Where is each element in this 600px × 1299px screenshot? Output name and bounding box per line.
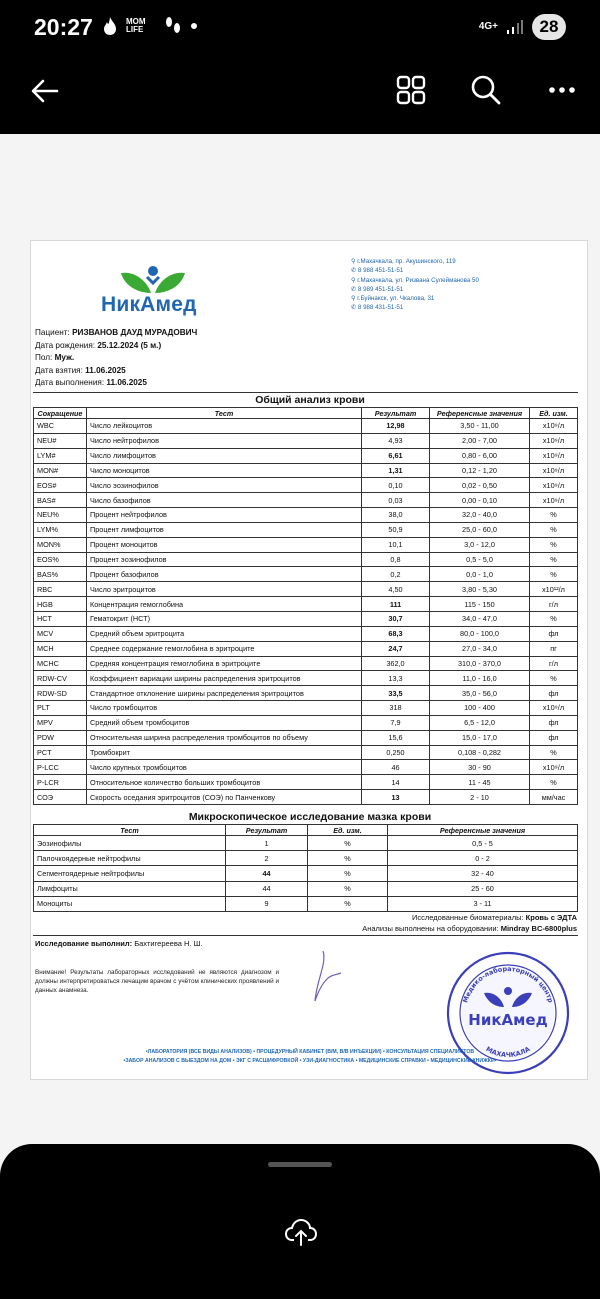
cbc-unit: г/л <box>530 597 578 612</box>
micro-unit: % <box>308 881 388 896</box>
cbc-header-row <box>34 408 578 419</box>
contact-address-1: ⚲ г.Махачкала, пр. Акушинского, 119 <box>351 258 456 265</box>
micro-col-test: Тест <box>34 825 226 836</box>
cbc-unit: % <box>530 522 578 537</box>
micro-unit: % <box>308 866 388 881</box>
micro-test: Эозинофилы <box>34 836 226 851</box>
cbc-test: Процент нейтрофилов <box>87 508 362 523</box>
cbc-unit: г/л <box>530 656 578 671</box>
cbc-test: Стандартное отклонение ширины распределения эритроцитов <box>87 686 362 701</box>
col-reference: Референсные значения <box>430 408 530 419</box>
cbc-abbr: BAS% <box>34 567 87 582</box>
cbc-reference: 11 - 45 <box>430 775 530 790</box>
contacts-block <box>351 257 479 313</box>
status-right <box>479 14 566 40</box>
micro-test: Моноциты <box>34 896 226 911</box>
cbc-row <box>34 448 578 463</box>
cbc-result: 4,50 <box>362 582 430 597</box>
cbc-abbr: NEU# <box>34 433 87 448</box>
cbc-result: 10,1 <box>362 537 430 552</box>
cbc-test: Концентрация гемоглобина <box>87 597 362 612</box>
cbc-row <box>34 433 578 448</box>
cbc-abbr: NEU% <box>34 508 87 523</box>
cbc-row <box>34 552 578 567</box>
micro-result: 44 <box>226 866 308 881</box>
search-icon[interactable] <box>470 74 502 106</box>
cbc-test: Скорость оседания эритроцитов (СОЭ) по Панченкову <box>87 790 362 805</box>
cbc-test: Число тромбоцитов <box>87 701 362 716</box>
cbc-row <box>34 775 578 790</box>
micro-row <box>34 866 578 881</box>
stamp-ring-top: Медико-лабораторный центр <box>461 964 555 1004</box>
cbc-unit: % <box>530 611 578 626</box>
micro-row <box>34 836 578 851</box>
document-viewer[interactable] <box>0 134 600 1144</box>
micro-col-reference: Референсные значения <box>388 825 578 836</box>
patient-done-line: Дата выполнения: 11.06.2025 <box>35 378 147 387</box>
micro-table <box>33 824 578 912</box>
cbc-test: Процент моноцитов <box>87 537 362 552</box>
cbc-result: 50,9 <box>362 522 430 537</box>
stamp-ring-bottom: МАХАЧКАЛА <box>484 1045 532 1060</box>
col-test: Тест <box>87 408 362 419</box>
cbc-row <box>34 537 578 552</box>
micro-test: Палочкоядерные нейтрофилы <box>34 851 226 866</box>
cbc-row <box>34 701 578 716</box>
cbc-reference: 32,0 - 40,0 <box>430 508 530 523</box>
cbc-row <box>34 715 578 730</box>
cbc-reference: 30 - 90 <box>430 760 530 775</box>
status-bar <box>0 0 600 56</box>
cbc-result: 318 <box>362 701 430 716</box>
cbc-row <box>34 656 578 671</box>
cbc-result: 13 <box>362 790 430 805</box>
cbc-unit: мм/час <box>530 790 578 805</box>
cbc-abbr: LYM% <box>34 522 87 537</box>
cbc-table <box>33 407 578 805</box>
micro-reference: 0 - 2 <box>388 851 578 866</box>
cbc-row <box>34 508 578 523</box>
cbc-row <box>34 671 578 686</box>
cbc-result: 0,250 <box>362 745 430 760</box>
cbc-unit: % <box>530 567 578 582</box>
cbc-row <box>34 597 578 612</box>
cbc-reference: 25,0 - 60,0 <box>430 522 530 537</box>
cbc-abbr: RDW-CV <box>34 671 87 686</box>
cbc-test: Число лимфоцитов <box>87 448 362 463</box>
cbc-unit: % <box>530 775 578 790</box>
cbc-abbr: MPV <box>34 715 87 730</box>
equipment-line: Анализы выполнены на оборудовании: Mindray BC-6800plus <box>362 924 577 933</box>
cbc-result: 30,7 <box>362 611 430 626</box>
cbc-unit: пг <box>530 641 578 656</box>
lab-report-page <box>30 240 588 1080</box>
title-divider <box>33 392 578 393</box>
cbc-abbr: WBC <box>34 419 87 434</box>
cbc-test: Средний объем тромбоцитов <box>87 715 362 730</box>
cbc-reference: 2,00 - 7,00 <box>430 433 530 448</box>
cbc-unit: % <box>530 745 578 760</box>
cbc-unit: x10⁹/л <box>530 419 578 434</box>
cbc-unit: x10⁹/л <box>530 701 578 716</box>
cbc-test: Относительное количество больших тромбоцитов <box>87 775 362 790</box>
cbc-reference: 0,00 - 0,10 <box>430 493 530 508</box>
cbc-abbr: RDW-SD <box>34 686 87 701</box>
cbc-row <box>34 463 578 478</box>
cbc-test: Число базофилов <box>87 493 362 508</box>
cbc-result: 4,93 <box>362 433 430 448</box>
cbc-row <box>34 493 578 508</box>
cbc-test: Средняя концентрация гемоглобина в эритроците <box>87 656 362 671</box>
col-abbr: Сокращение <box>34 408 87 419</box>
cbc-row <box>34 611 578 626</box>
cbc-reference: 100 - 400 <box>430 701 530 716</box>
cbc-abbr: HGB <box>34 597 87 612</box>
cbc-test: Число эритроцитов <box>87 582 362 597</box>
cbc-result: 6,61 <box>362 448 430 463</box>
cbc-result: 362,0 <box>362 656 430 671</box>
cbc-result: 1,31 <box>362 463 430 478</box>
cbc-unit: % <box>530 552 578 567</box>
cbc-row <box>34 567 578 582</box>
stamp-name: НикАмед <box>468 1011 548 1029</box>
sheet-handle[interactable] <box>268 1162 332 1167</box>
cbc-reference: 310,0 - 370,0 <box>430 656 530 671</box>
cbc-reference: 0,02 - 0,50 <box>430 478 530 493</box>
cbc-reference: 3,0 - 12,0 <box>430 537 530 552</box>
cbc-test: Число моноцитов <box>87 463 362 478</box>
cbc-unit: фл <box>530 626 578 641</box>
cbc-reference: 34,0 - 47,0 <box>430 611 530 626</box>
cbc-unit: x10¹²/л <box>530 582 578 597</box>
battery-indicator: 28 <box>532 14 566 40</box>
cbc-abbr: RBC <box>34 582 87 597</box>
more-options-icon[interactable] <box>548 86 576 94</box>
cbc-result: 7,9 <box>362 715 430 730</box>
contact-address-3: ⚲ г.Буйнакск, ул. Чкалова, 31 <box>351 295 435 303</box>
disclaimer: Внимание! Результаты лабораторных исследований не являются диагнозом и должны интерпретироваться лечащим врачом с учётом клинических проявлений и данных анамнеза. <box>35 969 279 994</box>
cbc-row <box>34 760 578 775</box>
micro-title: Микроскопическое исследование мазка крови <box>188 811 432 823</box>
cbc-result: 46 <box>362 760 430 775</box>
cbc-result: 0,03 <box>362 493 430 508</box>
cbc-test: Число лейкоцитов <box>87 419 362 434</box>
micro-col-result: Результат <box>226 825 308 836</box>
cbc-test: Число нейтрофилов <box>87 433 362 448</box>
micro-reference: 0,5 - 5 <box>388 836 578 851</box>
contact-phone-3: ✆ 8 988 431-51-51 <box>351 304 404 312</box>
performer-line: Исследование выполнил: Бахтигереева Н. Ш. <box>35 939 203 948</box>
cbc-abbr: LYM# <box>34 448 87 463</box>
cbc-reference: 0,0 - 1,0 <box>430 567 530 582</box>
app-bar <box>0 56 600 134</box>
contact-phone-1: ✆ 8 988 451-51-51 <box>351 267 404 275</box>
cbc-abbr: PCT <box>34 745 87 760</box>
cbc-test: Процент базофилов <box>87 567 362 582</box>
brand-name: НикАмед <box>101 293 197 316</box>
signal-icon <box>506 19 524 35</box>
cbc-result: 33,5 <box>362 686 430 701</box>
cbc-abbr: MCHC <box>34 656 87 671</box>
micro-row <box>34 881 578 896</box>
cbc-test: Относительная ширина распределения тромбоцитов по объему <box>87 730 362 745</box>
cbc-abbr: MON% <box>34 537 87 552</box>
notification-icons <box>102 16 198 36</box>
cbc-result: 111 <box>362 597 430 612</box>
cbc-unit: x10⁹/л <box>530 493 578 508</box>
cbc-result: 38,0 <box>362 508 430 523</box>
cbc-abbr: EOS# <box>34 478 87 493</box>
cbc-test: Коэффициент вариации ширины распределения эритроцитов <box>87 671 362 686</box>
cbc-test: Средний объем эритроцита <box>87 626 362 641</box>
bottom-sheet[interactable] <box>0 1144 600 1299</box>
cbc-abbr: HCT <box>34 611 87 626</box>
biomaterial-line: Исследованные биоматериалы: Кровь с ЭДТА <box>412 913 577 922</box>
contact-phone-2: ✆ 8 989 451-51-51 <box>351 285 404 293</box>
cbc-row <box>34 730 578 745</box>
cbc-reference: 35,0 - 56,0 <box>430 686 530 701</box>
cbc-reference: 2 - 10 <box>430 790 530 805</box>
cbc-result: 12,98 <box>362 419 430 434</box>
cbc-abbr: PLT <box>34 701 87 716</box>
patient-taken-line: Дата взятия: 11.06.2025 <box>35 365 126 375</box>
cbc-abbr: EOS% <box>34 552 87 567</box>
micro-reference: 3 - 11 <box>388 896 578 911</box>
cbc-reference: 3,50 - 11,00 <box>430 419 530 434</box>
micro-unit: % <box>308 836 388 851</box>
cbc-unit: % <box>530 537 578 552</box>
cbc-unit: фл <box>530 730 578 745</box>
cbc-test: Число крупных тромбоцитов <box>87 760 362 775</box>
services-line-1: •ЛАБОРАТОРИЯ (ВСЕ ВИДЫ АНАЛИЗОВ) • ПРОЦЕДУРНЫЙ КАБИНЕТ (В/М, В/В ИНЪЕКЦИИ) • КОНСУЛЬТАЦИЯ СПЕЦИАЛИСТОВ <box>145 1049 475 1055</box>
col-result: Результат <box>362 408 430 419</box>
cloud-upload-icon[interactable] <box>284 1218 318 1246</box>
cbc-result: 14 <box>362 775 430 790</box>
mom-life-icon: MOM LIFE <box>126 17 146 34</box>
micro-result: 9 <box>226 896 308 911</box>
footprints-icon <box>164 16 182 36</box>
micro-header-row <box>34 825 578 836</box>
cbc-abbr: СОЭ <box>34 790 87 805</box>
patient-name-line: Пациент: РИЗВАНОВ ДАУД МУРАДОВИЧ <box>35 328 198 337</box>
cbc-reference: 3,80 - 5,30 <box>430 582 530 597</box>
micro-unit: % <box>308 851 388 866</box>
footer-divider <box>33 935 578 936</box>
grid-view-icon[interactable] <box>396 75 426 105</box>
cbc-row <box>34 626 578 641</box>
cbc-row <box>34 478 578 493</box>
cbc-unit: x10⁹/л <box>530 448 578 463</box>
cbc-test: Среднее содержание гемоглобина в эритроците <box>87 641 362 656</box>
cbc-unit: фл <box>530 715 578 730</box>
cbc-unit: x10⁹/л <box>530 433 578 448</box>
cbc-test: Гематокрит (НСТ) <box>87 611 362 626</box>
cbc-row <box>34 522 578 537</box>
cbc-unit: фл <box>530 686 578 701</box>
cbc-result: 0,2 <box>362 567 430 582</box>
services-line-2: •ЗАБОР АНАЛИЗОВ С ВЫЕЗДОМ НА ДОМ • ЭКГ С РАСШИФРОВКОЙ • УЗИ-ДИАГНОСТИКА • МЕДИЦИНСКИЕ СПРАВКИ • МЕДИЦИНСКИЕ КНИЖКИ• <box>123 1058 497 1064</box>
cbc-row <box>34 582 578 597</box>
cbc-row <box>34 419 578 434</box>
cbc-unit: % <box>530 508 578 523</box>
cbc-reference: 0,108 - 0,282 <box>430 745 530 760</box>
signature-icon <box>305 949 345 1005</box>
cbc-result: 0,10 <box>362 478 430 493</box>
cbc-result: 15,6 <box>362 730 430 745</box>
cbc-test: Число эозинофилов <box>87 478 362 493</box>
cbc-result: 68,3 <box>362 626 430 641</box>
cbc-abbr: P-LCR <box>34 775 87 790</box>
services-footer <box>31 1048 589 1066</box>
dot-icon <box>190 22 198 30</box>
cbc-abbr: MCH <box>34 641 87 656</box>
cbc-abbr: PDW <box>34 730 87 745</box>
status-time: 20:27 <box>34 14 93 40</box>
cbc-reference: 15,0 - 17,0 <box>430 730 530 745</box>
micro-reference: 32 - 40 <box>388 866 578 881</box>
fire-icon <box>102 16 118 36</box>
cbc-row <box>34 641 578 656</box>
cbc-reference: 27,0 - 34,0 <box>430 641 530 656</box>
cbc-abbr: MCV <box>34 626 87 641</box>
micro-test: Лимфоциты <box>34 881 226 896</box>
micro-result: 44 <box>226 881 308 896</box>
cbc-unit: x10⁹/л <box>530 463 578 478</box>
cbc-test: Процент эозинофилов <box>87 552 362 567</box>
micro-result: 1 <box>226 836 308 851</box>
cbc-result: 0,8 <box>362 552 430 567</box>
contact-address-2: ⚲ г.Махачкала, ул. Ризвана Сулейманова 50 <box>351 276 479 284</box>
cbc-reference: 115 - 150 <box>430 597 530 612</box>
cbc-reference: 80,0 - 100,0 <box>430 626 530 641</box>
patient-dob-line: Дата рождения: 25.12.2024 (5 м.) <box>35 340 162 350</box>
network-type: 4G+ <box>478 21 498 32</box>
cbc-abbr: BAS# <box>34 493 87 508</box>
micro-unit: % <box>308 896 388 911</box>
cbc-abbr: MON# <box>34 463 87 478</box>
cbc-reference: 11,0 - 16,0 <box>430 671 530 686</box>
cbc-row <box>34 790 578 805</box>
cbc-test: Процент лимфоцитов <box>87 522 362 537</box>
cbc-abbr: P-LCC <box>34 760 87 775</box>
cbc-unit: x10⁹/л <box>530 760 578 775</box>
micro-result: 2 <box>226 851 308 866</box>
cbc-row <box>34 745 578 760</box>
patient-sex-line: Пол: Муж. <box>35 353 75 362</box>
cbc-test: Тромбокрит <box>87 745 362 760</box>
cbc-title: Общий анализ крови <box>255 394 365 406</box>
micro-test: Сегментоядерные нейтрофилы <box>34 866 226 881</box>
cbc-result: 13,3 <box>362 671 430 686</box>
cbc-reference: 0,12 - 1,20 <box>430 463 530 478</box>
cbc-reference: 0,80 - 6,00 <box>430 448 530 463</box>
micro-row <box>34 896 578 911</box>
cbc-unit: x10⁹/л <box>530 478 578 493</box>
micro-row <box>34 851 578 866</box>
micro-col-unit: Ед. изм. <box>308 825 388 836</box>
micro-reference: 25 - 60 <box>388 881 578 896</box>
patient-info <box>35 327 197 390</box>
cbc-row <box>34 686 578 701</box>
cbc-reference: 6,5 - 12,0 <box>430 715 530 730</box>
cbc-result: 24,7 <box>362 641 430 656</box>
back-arrow-icon[interactable] <box>30 76 60 106</box>
col-unit: Ед. изм. <box>530 408 578 419</box>
cbc-unit: % <box>530 671 578 686</box>
cbc-reference: 0,5 - 5,0 <box>430 552 530 567</box>
